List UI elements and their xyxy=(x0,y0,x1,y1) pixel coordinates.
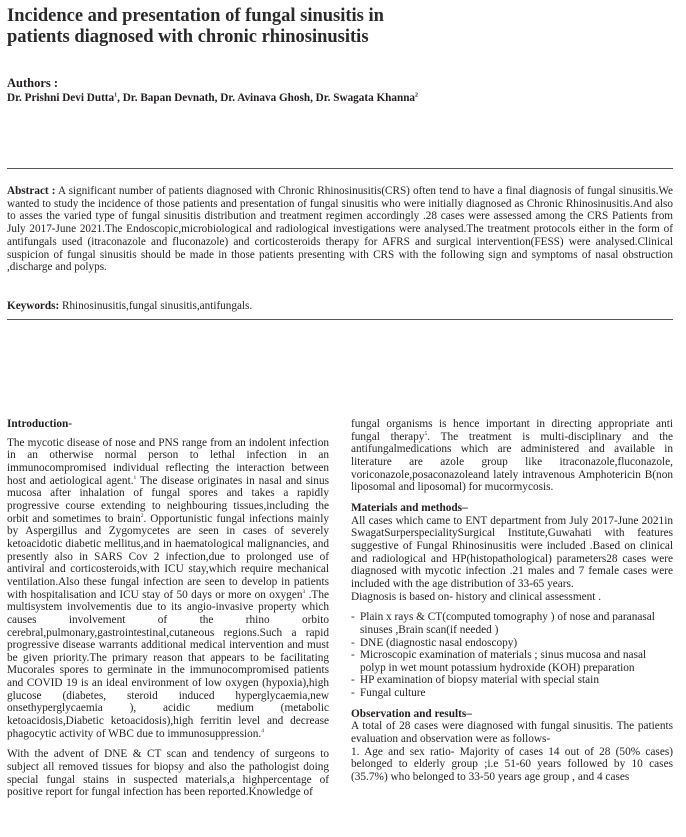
author-affiliation: 1 xyxy=(114,92,118,99)
citation: 3 xyxy=(302,588,306,595)
diagnosis-list-item: - HP examination of biopsy material with special stain xyxy=(351,674,673,687)
text-run: .The multisystem involvementis due to its angio-invasive property which causes involvement of the rhino orbito cerebral,pulmonary,gastrointestinal,cutaneous regions.Such a rapid progressive disease warrants additional medical intervention and must be given priority.The primary reason that appears to be facilitating Mucorales spores to germinate in the immunocompromised patients and COVID 19 is an ideal environment of low oxygen (hypoxia),high glucose (diabetes, steroid induced hyperglycaemia,new onsethyperglycaemia ), acidic medium (metabolic ketoacidosis,Diabetic ketoacidosis),high ferritin level and decrease phagocytic activity of WBC due to immunosuppression. xyxy=(7,588,329,740)
diagnosis-list-item: - Fungal culture xyxy=(351,687,673,700)
text-run: fungal organisms is hence important in directing appropriate anti fungal therapy xyxy=(351,418,673,443)
left-column xyxy=(7,418,329,799)
author-separator: , xyxy=(310,92,316,104)
results-paragraph: A total of 28 cases were diagnosed with fungal sinusitis. The patients evaluation and observation were as follows- xyxy=(351,720,673,746)
title-line-2: patients diagnosed with chronic rhinosinusitis xyxy=(7,27,369,47)
abstract-label: Abstract : xyxy=(7,185,56,197)
diagnosis-list-item: - Microscopic examination of materials ; sinus mucosa and nasal polyp in wet mount potassium hydroxide (KOH) preparation xyxy=(351,649,673,674)
diagnosis-list xyxy=(351,611,673,700)
introduction-continued xyxy=(351,418,673,494)
paper-title xyxy=(7,6,647,48)
text-run: . The treatment is multi-disciplinary and the antifungalmedications which are administered and available in literature are azole group like itraconazole,fluconazole, voriconazole,posaconazoleand lately intravenous Amphotericin B(non liposomal and liposomal) for mucormycosis. xyxy=(351,430,673,494)
author-list xyxy=(7,91,647,105)
author-name: Dr. Prishni Devi Dutta xyxy=(7,92,115,104)
results-paragraph-2: 1. Age and sex ratio- Majority of cases 14 out of 28 (50% cases) belonged to elderly group ;i.e 51-60 years followed by 10 cases (35.7%) who belonged to 33-50 years age group , and 4 cases xyxy=(351,745,673,784)
text-run: The mycotic disease of nose and PNS range from an indolent infection in an otherwise normal person to lethal infection in an immunocompromised individual reflecting the interaction between host and aetiological agent. xyxy=(7,436,329,487)
introduction-heading: Introduction- xyxy=(7,418,73,430)
text-run: . Opportunistic fungal infections mainly by Aspergillus and Zygomycetes are seen in cases of severely ketoacidotic diabetic mellitus,and in haematological malignancies, and presently also in SARS Cov 2 infection,due to prolonged use of antiviral and corticosteroids,with ICU stay,which require mechanical ventilation.Also these fungal infection are seen to develop in patients with hospitalisation and ICU stay of 50 days or more on oxygen xyxy=(7,512,329,601)
abstract-top-rule xyxy=(7,168,673,169)
methods-heading: Materials and methods– xyxy=(351,501,468,514)
abstract-text: A significant number of patients diagnosed with Chronic Rhinosinusitis(CRS) often tend to have a final diagnosis of fungal sinusitis.We wanted to study the incidence of those patients and presentation of fungal sinusitis who were initially diagnosed as Chronic Rhinosinusitis.And also to asses the varied type of fungal sinusitis distribution and treatment regimen accordingly .28 cases were assessed among the CRS Patients from July 2017-June 2021.The Endoscopic,microbiological and radiological investigations were analysed.The treatment protocols either in the form of antifungals used (itraconazole and fluconazole) and corticosteroids therapy for AFRS and surgical intervention(FESS) were analysed.Clinical suspicion of fungal sinusitis should be made in those patients presenting with CRS with the following sign and symptoms of nasal obstruction ,discharge and polyps. xyxy=(7,185,673,274)
authors-label: Authors : xyxy=(7,76,59,90)
right-column xyxy=(351,418,673,784)
author-name: Dr. Bapan Devnath xyxy=(122,92,215,104)
title-line-1: Incidence and presentation of fungal sinusitis in xyxy=(7,6,384,26)
introduction-paragraph xyxy=(7,437,329,741)
citation: 5 xyxy=(424,430,428,437)
author-separator: , xyxy=(117,92,123,104)
citation: 2 xyxy=(140,512,144,519)
abstract xyxy=(7,185,673,274)
introduction-paragraph-2: With the advent of DNE & CT scan and tendency of surgeons to subject all removed tissues for biopsy and also the pathologist doing special fungal stains in suspected materials,a highpercentage of positive report for fungal infection has been reported.Knowledge of xyxy=(7,748,329,799)
author-name: Dr. Swagata Khanna xyxy=(315,92,416,104)
results-heading: Observation and results– xyxy=(351,707,472,720)
citation: 1 xyxy=(133,474,137,481)
methods-paragraph: All cases which came to ENT department from July 2017-June 2021in SwagatSurperspecialitySurgical Institute,Guwahati with features suggestive of Fungal Rhinosinusitis were included .Based on clinical and radiological and HP(histopathological) parameters28 cases were diagnosed with mycotic infection .21 males and 7 female cases were included with the age distribution of 33-65 years. xyxy=(351,514,673,590)
diagnosis-list-item: - Plain x rays & CT(computed tomography ) of nose and paranasal sinuses ,Brain scan(if needed ) xyxy=(351,611,673,636)
author-separator: , xyxy=(214,92,221,104)
author-affiliation: 2 xyxy=(415,92,419,99)
keywords-text: Rhinosinusitis,fungal sinusitis,antifungals. xyxy=(59,300,253,312)
abstract-bottom-rule xyxy=(7,319,673,320)
author-name: Dr. Avinava Ghosh xyxy=(220,92,311,104)
keywords-label: Keywords: xyxy=(7,300,60,312)
keywords xyxy=(7,300,673,313)
citation: 4 xyxy=(261,727,265,734)
text-run: The disease originates in nasal and sinus mucosa after inhalation of fungal spores and takes a rapidly progressive course extending to neighbouring tissues,including the orbit and sometimes to brain xyxy=(7,474,329,525)
diagnosis-list-item: - DNE (diagnostic nasal endoscopy) xyxy=(351,637,673,650)
diagnosis-intro: Diagnosis is based on- history and clinical assessment . xyxy=(351,590,602,603)
